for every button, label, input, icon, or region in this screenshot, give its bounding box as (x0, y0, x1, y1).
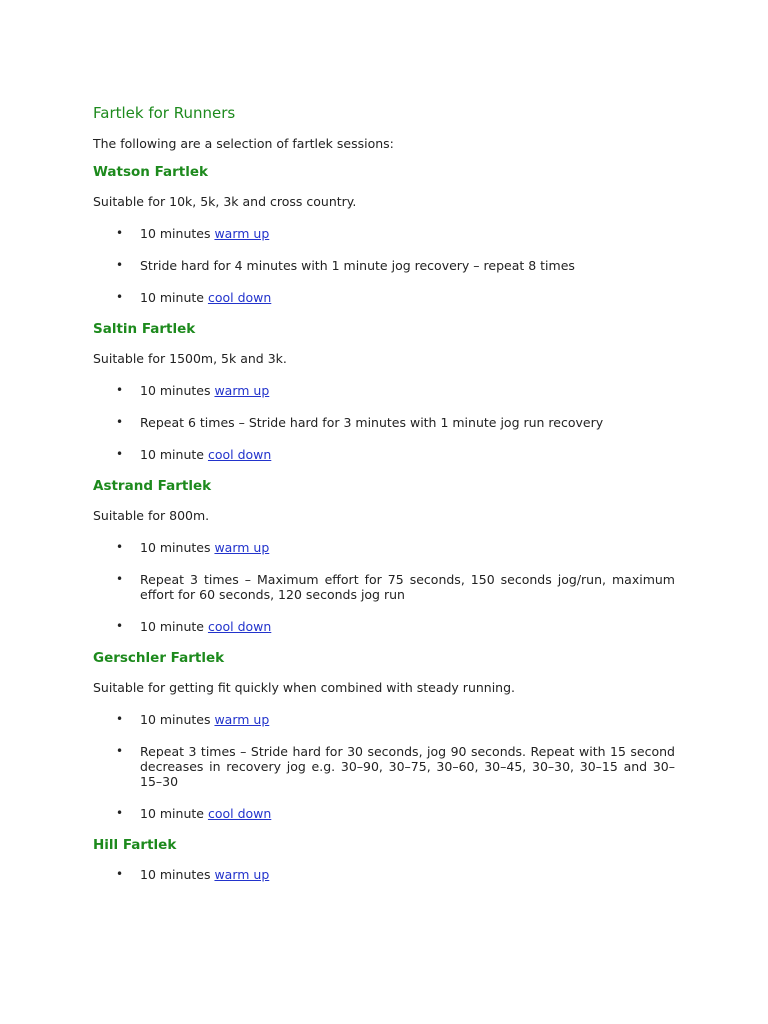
list-item-main (93, 258, 675, 273)
warm-up-link[interactable]: warm up (214, 540, 270, 555)
step-text: Repeat 3 times – Maximum effort for 75 seconds, 150 seconds jog/run, maximum effort for 60 seconds, 120 seconds jog run (140, 572, 675, 602)
list-item-cool-down (93, 447, 675, 462)
bullet-icon: • (116, 806, 124, 820)
step-text: Repeat 3 times – Stride hard for 30 seconds, jog 90 seconds. Repeat with 15 second decreases in recovery jog e.g. 30–90, 30–75, 30–60, 30–45, 30–30, 30–15 and 30–15–30 (140, 744, 675, 789)
step-text: 10 minute (140, 447, 208, 462)
cool-down-link[interactable]: cool down (207, 447, 272, 462)
section-heading: Astrand Fartlek (93, 478, 212, 494)
suitable-text: Suitable for 800m. (93, 508, 210, 523)
section-gerschler-fartlek (93, 650, 675, 821)
cool-down-link[interactable]: cool down (207, 806, 272, 821)
step-text: 10 minute (140, 290, 208, 305)
section-hill-fartlek (93, 837, 675, 882)
bullet-icon: • (116, 744, 124, 758)
intro-text: The following are a selection of fartlek sessions: (93, 136, 394, 151)
document-page (93, 104, 675, 898)
section-watson-fartlek (93, 164, 675, 305)
bullet-icon: • (116, 619, 124, 633)
suitable-text: Suitable for 1500m, 5k and 3k. (93, 351, 287, 366)
list-item-warm-up (93, 712, 675, 727)
page-title: Fartlek for Runners (93, 104, 236, 122)
step-list (93, 540, 675, 634)
warm-up-link[interactable]: warm up (214, 383, 270, 398)
list-item-warm-up (93, 383, 675, 398)
step-text: 10 minute (140, 806, 208, 821)
section-heading: Hill Fartlek (93, 837, 177, 853)
bullet-icon: • (116, 226, 124, 240)
list-item-main (93, 415, 675, 430)
step-text: 10 minutes (140, 383, 215, 398)
section-heading: Saltin Fartlek (93, 321, 196, 337)
section-heading: Watson Fartlek (93, 164, 209, 180)
list-item-main (93, 572, 675, 602)
bullet-icon: • (116, 383, 124, 397)
step-list (93, 867, 675, 882)
bullet-icon: • (116, 867, 124, 881)
warm-up-link[interactable]: warm up (214, 712, 270, 727)
bullet-icon: • (116, 712, 124, 726)
step-text: 10 minutes (140, 867, 215, 882)
section-astrand-fartlek (93, 478, 675, 634)
list-item-warm-up (93, 226, 675, 241)
step-text: 10 minutes (140, 712, 215, 727)
step-text: Repeat 6 times – Stride hard for 3 minutes with 1 minute jog run recovery (140, 415, 604, 430)
cool-down-link[interactable]: cool down (207, 290, 272, 305)
suitable-text: Suitable for getting fit quickly when combined with steady running. (93, 680, 516, 695)
step-list (93, 383, 675, 462)
step-list (93, 226, 675, 305)
suitable-text: Suitable for 10k, 5k, 3k and cross country. (93, 194, 357, 209)
step-text: 10 minutes (140, 226, 215, 241)
bullet-icon: • (116, 290, 124, 304)
bullet-icon: • (116, 415, 124, 429)
bullet-icon: • (116, 572, 124, 586)
bullet-icon: • (116, 258, 124, 272)
list-item-main (93, 744, 675, 789)
section-heading: Gerschler Fartlek (93, 650, 225, 666)
bullet-icon: • (116, 540, 124, 554)
list-item-cool-down (93, 619, 675, 634)
list-item-warm-up (93, 540, 675, 555)
step-text: 10 minutes (140, 540, 215, 555)
bullet-icon: • (116, 447, 124, 461)
list-item-cool-down (93, 806, 675, 821)
step-list (93, 712, 675, 821)
warm-up-link[interactable]: warm up (214, 226, 270, 241)
warm-up-link[interactable]: warm up (214, 867, 270, 882)
cool-down-link[interactable]: cool down (207, 619, 272, 634)
list-item-cool-down (93, 290, 675, 305)
step-text: Stride hard for 4 minutes with 1 minute jog recovery – repeat 8 times (140, 258, 575, 273)
step-text: 10 minute (140, 619, 208, 634)
section-saltin-fartlek (93, 321, 675, 462)
list-item-warm-up (93, 867, 675, 882)
